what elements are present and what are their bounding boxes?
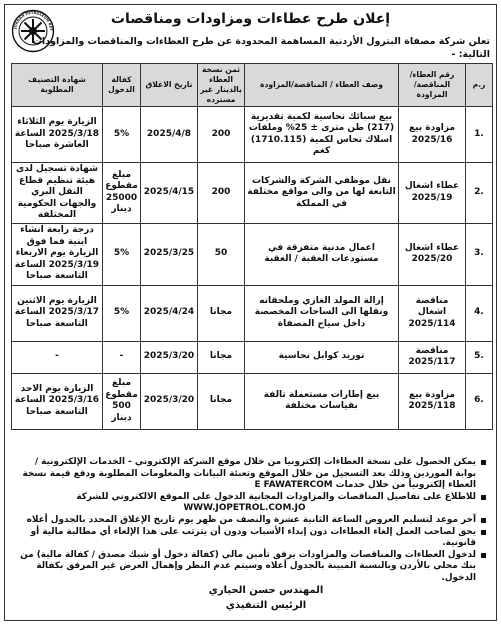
note-item (13, 492, 476, 515)
header-ref: رقم العطاء/ المناقصة/ المزاودة (399, 64, 466, 107)
table-row (12, 285, 493, 341)
row-ref: عطاء اشغال 2025/20 (399, 223, 466, 285)
row-price: 200 (198, 107, 245, 163)
row-bond: - (103, 341, 141, 373)
table-row (12, 223, 493, 285)
row-cert: الزيارة يوم الاثنين 2025/3/17 الساعة التاسعة صباحا (12, 285, 103, 341)
row-ref: عطاء اشغال 2025/19 (399, 163, 466, 224)
row-desc: توريد كوابل نحاسية (245, 341, 399, 373)
row-desc: اعمال مدنية متفرقة في مستودعات العقبة / العقبة (245, 223, 399, 285)
header-price: ثمن نسخة العطاء بالدينار غير مسترده (198, 64, 245, 107)
row-closing: 2025/4/24 (141, 285, 198, 341)
note-text: يمكن الحصول على نسخة العطاءات إلكترونيا من خلال موقع الشركة الإلكتروني - الخدمات الإلكترونية / بوابة الموردين وذلك بعد التسجيل من خلال الموقع وتعبئة البيانات والمعلومات المطلوبة ودفع قيمة نسخة العطاء إلكترونياً من خلال خدمات (22, 457, 476, 491)
header-desc: وصف العطاء / المناقصة/المزاودة (245, 64, 399, 107)
note-item (13, 550, 476, 585)
signatory-position: الرئيس التنفيذي (225, 600, 307, 611)
row-desc: نقل موظفي الشركة والشركات التابعة لها من والى مواقع مختلفة في المملكة (245, 163, 399, 224)
notes-section (13, 457, 488, 585)
row-price: مجانا (198, 341, 245, 373)
row-no: .5 (466, 341, 493, 373)
row-no: .4 (466, 285, 493, 341)
note-text: للاطلاع على تفاصيل المناقصات والمزاودات المجانية الدخول على الموقع الالكتروني للشركة (76, 491, 476, 502)
row-closing: 2025/3/25 (141, 223, 198, 285)
website-link[interactable]: WWW.JOPETROL.COM.JO (183, 503, 306, 514)
header-no: ر.م (466, 64, 493, 107)
row-cert: شهادة تسجيل لدى هيئة تنظيم قطاع النقل البري والجهات الحكومية المختلفة (12, 163, 103, 224)
row-price: مجانا (198, 373, 245, 429)
note-item (13, 527, 476, 550)
row-price: 50 (198, 223, 245, 285)
table-row (12, 341, 493, 373)
note-item (13, 457, 476, 492)
intro-text: تعلن شركة مصفاة البترول الأردنية المساهمة المحدودة عن طرح العطاءات والمناقصات والمزاودات التالية: - (32, 36, 490, 60)
row-ref: مزاودة بيع 2025/16 (399, 107, 466, 163)
header-cert: شهادة التصنيف المطلوبة (12, 64, 103, 107)
row-desc: بيع سبائك نحاسية لكمية تقديرية (217) طن مترى ± 25% وملفات اسلاك نحاس لكمية (1710.115) كغم (245, 107, 399, 163)
row-bond: مبلغ مقطوع 500 دينار (103, 373, 141, 429)
row-desc: بيع إطارات مستعملة تالفة بقياسات مختلفة (245, 373, 399, 429)
row-no: .3 (466, 223, 493, 285)
row-bond: 5% (103, 107, 141, 163)
table-row (12, 107, 493, 163)
row-desc: إزالة المولد الغازي وملحقاته ونقلها الى الساحات المخصصة داخل سياج المصفاة (245, 285, 399, 341)
signatory-name: المهندس حسن الحياري (208, 585, 324, 596)
logo-text: JORDAN PETROLEUM REF (13, 10, 54, 32)
efawatercom-service: E FAWATERCOM (254, 480, 333, 491)
row-price: مجانا (198, 285, 245, 341)
row-price: 200 (198, 163, 245, 224)
row-bond: مبلغ مقطوع 25000 دينار (103, 163, 141, 224)
row-closing: 2025/4/8 (141, 107, 198, 163)
row-no: .6 (466, 373, 493, 429)
tenders-table (11, 63, 493, 430)
row-cert: الزيارة يوم الاحد 2025/3/16 الساعة التاسعة صباحا (12, 373, 103, 429)
row-bond: 5% (103, 285, 141, 341)
announcement-page (4, 4, 497, 621)
table-row (12, 373, 493, 429)
row-no: .2 (466, 163, 493, 224)
row-ref: مناقصة 2025/117 (399, 341, 466, 373)
row-closing: 2025/4/15 (141, 163, 198, 224)
row-bond: 5% (103, 223, 141, 285)
table-row (12, 163, 493, 224)
row-cert: درجة رابعة انشاء ابنية فما فوق الزيارة يوم الاربعاء 2025/3/19 الساعة التاسعة صباحا (12, 223, 103, 285)
note-text: لدخول العطاءات والمناقصات والمزاودات يرفق تأمين مالي (كفالة دخول أو شيك مصدق / كفالة مالية) من بنك محلي بالأردن وبالنسبة المبينة بالجدول أعلاه وسيتم عدم النظر وإهمال العرض غير المرفق بكفالة الدخول. (20, 549, 476, 583)
row-cert: الزيارة يوم الثلاثاء 2025/3/18 الساعة العاشرة صباحا (12, 107, 103, 163)
note-item (13, 515, 476, 527)
note-text: يحق لصاحب العمل إلغاء العطاءات دون إبداء الأسباب ودون أن يترتب على هذا الإلغاء أي مطالبة مالية أو قانونية. (30, 526, 476, 549)
page-title: إعلان طرح عطاءات ومزاودات ومناقصات (110, 11, 391, 27)
row-ref: مناقصة اشغال 2025/114 (399, 285, 466, 341)
row-closing: 2025/3/20 (141, 373, 198, 429)
header-closing: تاريخ الاغلاق (141, 64, 198, 107)
table-header-row (12, 64, 493, 107)
row-ref: مزاودة بيع 2025/118 (399, 373, 466, 429)
row-closing: 2025/3/20 (141, 341, 198, 373)
header-bond: كفالة الدخول (103, 64, 141, 107)
note-text: آخر موعد لتسليم العروض الساعة الثانية عشرة والنصف من ظهر يوم تاريخ الإغلاق المحدد بالجدول أعلاه (26, 514, 476, 525)
row-no: .1 (466, 107, 493, 163)
signature-block (186, 583, 346, 613)
row-cert: - (12, 341, 103, 373)
